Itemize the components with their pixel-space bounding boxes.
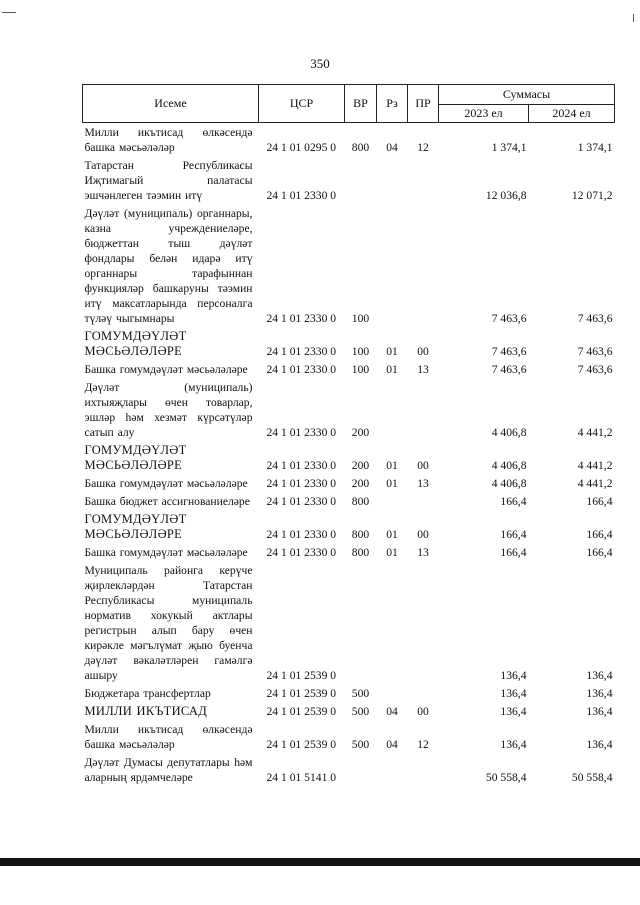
row-name: Бюджетара трансфертлар (84, 687, 211, 700)
row-csr: 24 1 01 2330 0 (266, 189, 337, 202)
row-sum-2023: 4 406,8 (491, 426, 527, 439)
row-name: ГОМУМДӘҮЛӘТ МӘСЬӘЛӘЛӘРЕ (84, 443, 187, 472)
row-csr: 24 1 01 0295 0 (266, 141, 337, 154)
row-name: Муниципаль районга керүче җирлекләрдән Татарстан Республикасы муниципаль норматив хокукый актлары регистрын алып бару өчен кирәкле мәгълүмат җыю буенча дәүләт вәкаләтләрен гамәлгә ашыру (84, 564, 253, 682)
row-rz: 01 (386, 345, 398, 358)
row-name: ГОМУМДӘҮЛӘТ МӘСЬӘЛӘЛӘРЕ (84, 329, 187, 358)
row-pr (408, 158, 439, 206)
row-sum-2023: 136,4 (500, 738, 527, 751)
table-row (83, 380, 615, 443)
row-csr: 24 1 01 2539 0 (266, 669, 337, 682)
table-row (83, 755, 615, 788)
row-sum-2024: 4 441,2 (577, 426, 613, 439)
table-row (83, 476, 615, 494)
row-csr: 24 1 01 2330 0 (266, 345, 337, 358)
row-csr: 24 1 01 2330 0 (266, 312, 337, 325)
row-sum-2024: 7 463,6 (577, 312, 613, 325)
row-vr: 200 (351, 477, 370, 490)
row-vr (345, 563, 377, 686)
row-pr (408, 686, 439, 704)
header-csr: ЦСР (259, 85, 345, 123)
row-sum-2024: 7 463,6 (577, 345, 613, 358)
row-rz (377, 563, 408, 686)
row-pr: 12 (417, 141, 429, 154)
row-vr: 800 (351, 141, 370, 154)
row-csr: 24 1 01 2539 0 (266, 738, 337, 751)
row-sum-2023: 136,4 (500, 705, 527, 718)
row-pr: 00 (417, 705, 429, 718)
page-number: 350 (310, 56, 330, 71)
row-sum-2023: 166,4 (500, 546, 527, 559)
row-vr: 200 (351, 426, 370, 439)
row-vr (345, 755, 377, 788)
table-row (83, 443, 615, 476)
row-name: Башка гомумдәүләт мәсьәләләре (84, 477, 248, 490)
table-row (83, 704, 615, 722)
header-year-2024: 2024 ел (529, 105, 615, 123)
row-vr: 500 (351, 705, 370, 718)
row-pr (408, 755, 439, 788)
table-row (83, 686, 615, 704)
row-csr: 24 1 01 2330 0 (266, 459, 337, 472)
header-sums: Суммасы (439, 85, 615, 105)
row-sum-2023: 7 463,6 (491, 345, 527, 358)
row-sum-2024: 12 071,2 (571, 189, 613, 202)
row-sum-2023: 166,4 (500, 528, 527, 541)
row-rz (377, 380, 408, 443)
scan-mark-right (633, 14, 640, 22)
row-sum-2023: 136,4 (500, 669, 527, 682)
scan-mark-left (2, 12, 16, 13)
row-name: Башка гомумдәүләт мәсьәләләре (84, 363, 248, 376)
row-csr: 24 1 01 2539 0 (266, 687, 337, 700)
row-rz: 01 (386, 546, 398, 559)
row-pr: 00 (417, 459, 429, 472)
row-pr (408, 380, 439, 443)
scan-border-bar (0, 858, 640, 866)
row-pr: 13 (417, 546, 429, 559)
row-pr: 12 (417, 738, 429, 751)
row-name: МИЛЛИ ИКЪТИСАД (84, 704, 208, 718)
row-vr: 100 (351, 312, 370, 325)
row-rz (377, 494, 408, 512)
row-pr: 13 (417, 363, 429, 376)
row-vr: 800 (351, 546, 370, 559)
row-vr: 800 (351, 528, 370, 541)
row-name: Дәүләт (муниципаль) ихтыяҗлары өчен товарлар, эшләр һәм хезмәт күрсәтүләр сатып алу (84, 381, 253, 439)
row-csr: 24 1 01 2330 0 (266, 426, 337, 439)
row-vr: 500 (351, 738, 370, 751)
table-body (83, 123, 615, 789)
table-row (83, 158, 615, 206)
row-sum-2024: 4 441,2 (577, 477, 613, 490)
row-sum-2024: 136,4 (586, 705, 613, 718)
row-rz (377, 755, 408, 788)
table-row (83, 362, 615, 380)
row-name: Башка гомумдәүләт мәсьәләләре (84, 546, 248, 559)
row-rz: 04 (386, 141, 398, 154)
row-name: ГОМУМДӘҮЛӘТ МӘСЬӘЛӘЛӘРЕ (84, 512, 187, 541)
row-pr: 00 (417, 528, 429, 541)
header-year-2023: 2023 ел (439, 105, 529, 123)
row-rz: 01 (386, 363, 398, 376)
header-rz: Рз (377, 85, 408, 123)
table-row (83, 512, 615, 545)
row-name: Дәүләт (муниципаль) органнары, казна учреждениеләре, бюджеттан тыш дәүләт фондлары белән идарә итү органнары тарафыннан функцияләр башкаруны тәэмин итү максатларында персоналга түләү чыгымнары (84, 207, 253, 325)
row-rz: 01 (386, 528, 398, 541)
row-pr: 00 (417, 345, 429, 358)
row-sum-2024: 4 441,2 (577, 459, 613, 472)
row-csr: 24 1 01 5141 0 (266, 771, 337, 784)
row-name: Милли икътисад өлкәсендә башка мәсьәләләр (84, 126, 253, 154)
row-pr (408, 494, 439, 512)
row-rz (377, 206, 408, 329)
row-vr: 500 (351, 687, 370, 700)
row-csr: 24 1 01 2330 0 (266, 363, 337, 376)
row-csr: 24 1 01 2539 0 (266, 705, 337, 718)
row-rz (377, 158, 408, 206)
row-csr: 24 1 01 2330 0 (266, 528, 337, 541)
row-rz: 04 (386, 705, 398, 718)
row-sum-2024: 1 374,1 (577, 141, 613, 154)
row-rz: 01 (386, 477, 398, 490)
row-sum-2024: 136,4 (586, 669, 613, 682)
row-vr: 800 (351, 495, 370, 508)
header-name: Исеме (83, 85, 259, 123)
row-name: Татарстан Республикасы Иҗтимагый палатасы эшчәнлеген тәэмин итү (84, 159, 253, 202)
row-vr: 100 (351, 345, 370, 358)
row-csr: 24 1 01 2330 0 (266, 495, 337, 508)
row-sum-2024: 7 463,6 (577, 363, 613, 376)
row-sum-2024: 166,4 (586, 546, 613, 559)
row-rz (377, 686, 408, 704)
row-vr (345, 158, 377, 206)
row-vr: 200 (351, 459, 370, 472)
row-pr: 13 (417, 477, 429, 490)
header-pr: ПР (408, 85, 439, 123)
row-sum-2023: 4 406,8 (491, 477, 527, 490)
row-sum-2023: 12 036,8 (485, 189, 527, 202)
row-sum-2024: 166,4 (586, 495, 613, 508)
table-row (83, 123, 615, 159)
row-rz: 04 (386, 738, 398, 751)
table-row (83, 206, 615, 329)
table-row (83, 494, 615, 512)
row-sum-2023: 166,4 (500, 495, 527, 508)
row-rz: 01 (386, 459, 398, 472)
row-pr (408, 563, 439, 686)
row-sum-2023: 50 558,4 (485, 771, 527, 784)
row-sum-2024: 50 558,4 (571, 771, 613, 784)
row-sum-2023: 1 374,1 (491, 141, 527, 154)
table-row (83, 329, 615, 362)
row-sum-2024: 136,4 (586, 738, 613, 751)
row-sum-2023: 7 463,6 (491, 312, 527, 325)
row-name: Дәүләт Думасы депутатлары һәм аларның ярдәмчеләре (84, 756, 253, 784)
row-csr: 24 1 01 2330 0 (266, 477, 337, 490)
row-sum-2023: 136,4 (500, 687, 527, 700)
row-sum-2023: 7 463,6 (491, 363, 527, 376)
row-name: Башка бюджет ассигнованиеләре (84, 495, 250, 508)
row-name: Милли икътисад өлкәсендә башка мәсьәләләр (84, 723, 253, 751)
header-vr: ВР (345, 85, 377, 123)
budget-table (82, 84, 615, 788)
table-row (83, 563, 615, 686)
row-sum-2023: 4 406,8 (491, 459, 527, 472)
row-pr (408, 206, 439, 329)
row-sum-2024: 166,4 (586, 528, 613, 541)
row-vr: 100 (351, 363, 370, 376)
table-row (83, 722, 615, 755)
table-row (83, 545, 615, 563)
row-csr: 24 1 01 2330 0 (266, 546, 337, 559)
row-sum-2024: 136,4 (586, 687, 613, 700)
